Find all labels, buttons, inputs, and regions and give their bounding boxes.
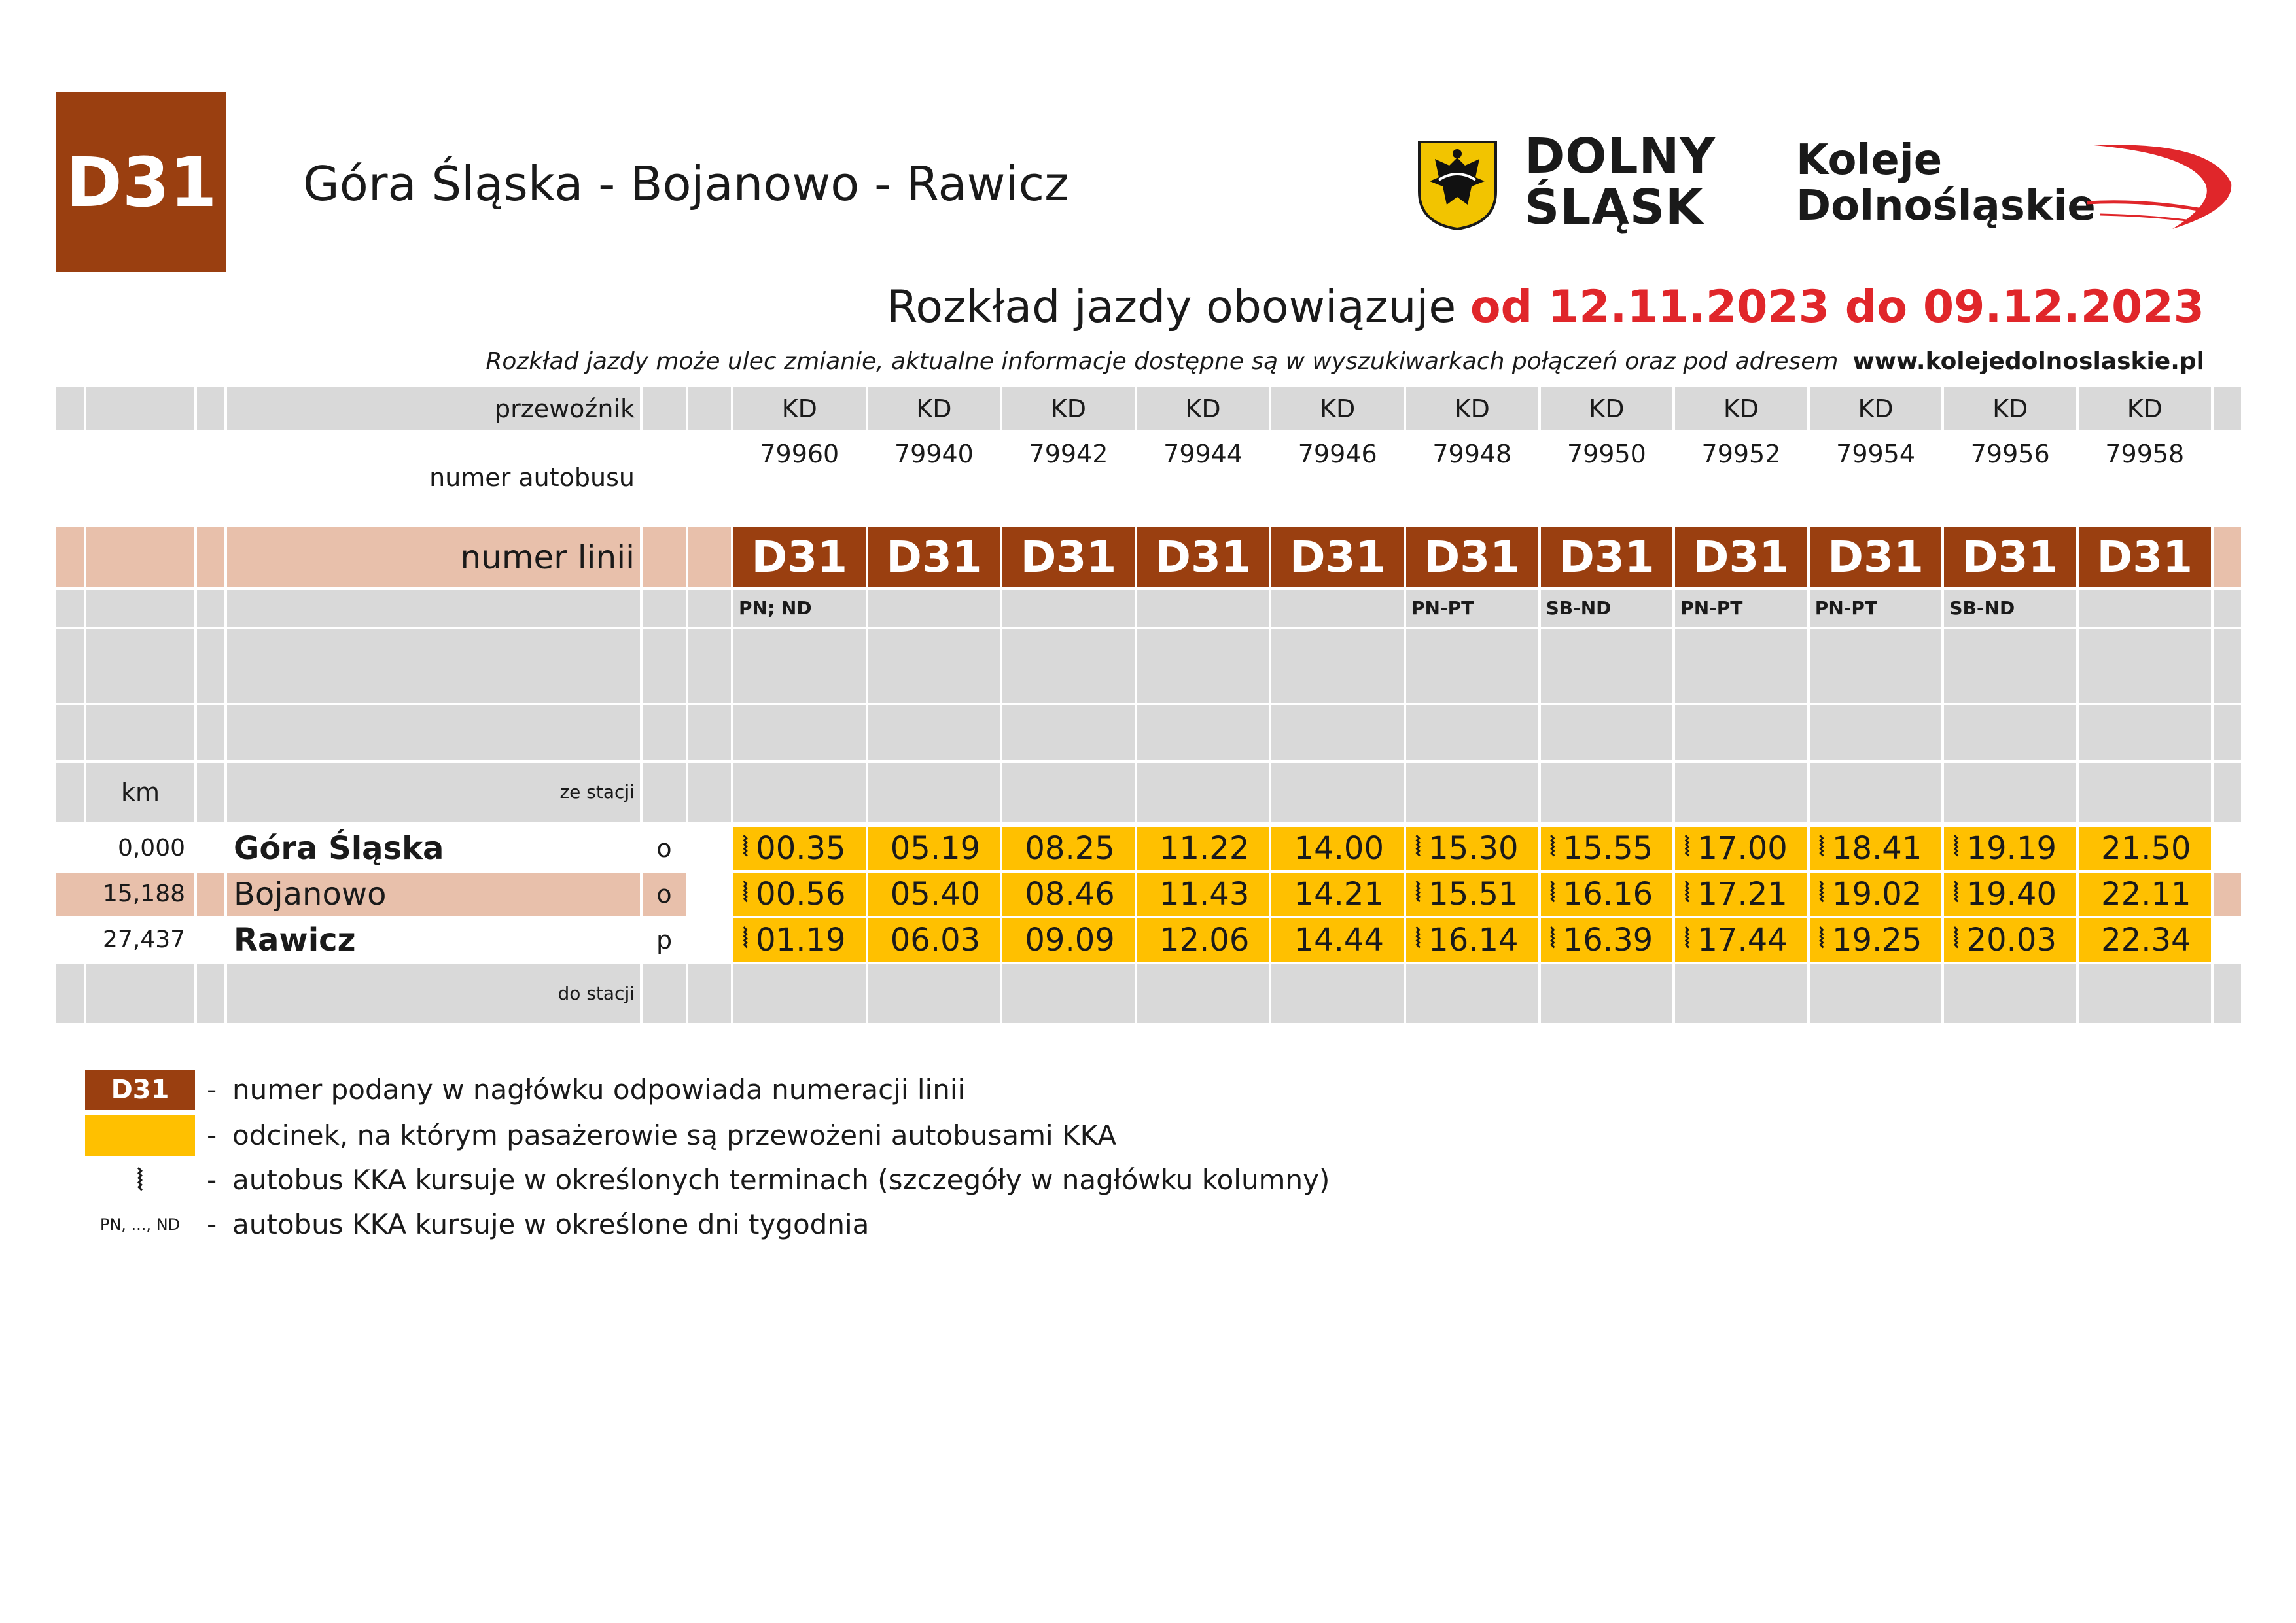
empty-cell [868, 964, 1000, 1023]
time-cell [1541, 873, 1673, 916]
legend-text: autobus KKA kursuje w określonych terminach (szczegóły w nagłówku kolumny) [232, 1164, 1330, 1196]
station-type: o [643, 873, 686, 916]
empty-cell [1002, 629, 1135, 703]
days-cell: PN-PT [1406, 590, 1538, 627]
left-cell [643, 629, 686, 703]
line-number-cell: D31 [733, 527, 866, 587]
special-dates-icon: ⦚ [743, 924, 749, 954]
departure-time: 01.19 [756, 922, 846, 958]
left-cell [86, 527, 194, 587]
left-cell [86, 964, 194, 1023]
time-cell [733, 873, 866, 916]
special-dates-icon: ⦚ [1818, 832, 1825, 862]
bus-number-label: numer autobusu [227, 433, 640, 491]
empty-cell [1810, 763, 1942, 822]
time-cell [1944, 873, 2076, 916]
empty-cell [1002, 763, 1135, 822]
special-dates-icon: ⦚ [1415, 878, 1421, 908]
time-cell [868, 827, 1000, 870]
time-cell [1002, 918, 1135, 962]
time-cell [2079, 873, 2211, 916]
notice-line [486, 347, 2204, 377]
empty-cell [1541, 763, 1673, 822]
bus-number-cell: 79942 [1002, 433, 1135, 491]
time-cell [1271, 918, 1404, 962]
carrier-cell: KD [1675, 387, 1807, 430]
row-end-cell [2214, 873, 2241, 916]
departure-time: 17.44 [1697, 922, 1788, 958]
left-cell [197, 827, 224, 870]
legend-text: odcinek, na którym pasażerowie są przewożeni autobusami KKA [232, 1119, 1117, 1151]
left-cell [227, 629, 640, 703]
days-cell [1002, 590, 1135, 627]
left-cell [86, 705, 194, 760]
bus-number-cell: 79956 [1944, 433, 2076, 491]
left-cell [643, 705, 686, 760]
departure-time: 16.14 [1428, 922, 1519, 958]
time-cell [1810, 827, 1942, 870]
left-cell [227, 590, 640, 627]
empty-cell [1137, 763, 1269, 822]
legend-dash: - [207, 1119, 217, 1151]
empty-cell [1541, 964, 1673, 1023]
empty-cell [1002, 705, 1135, 760]
kd-logo-line2: Dolnośląskie [1796, 182, 2096, 230]
left-cell [197, 590, 224, 627]
station-km: 15,188 [56, 873, 194, 916]
time-cell [868, 873, 1000, 916]
row-end-cell [2214, 918, 2241, 962]
station-name: Góra Śląska [227, 827, 640, 870]
special-dates-icon: ⦚ [1549, 832, 1555, 862]
days-cell [1137, 590, 1269, 627]
special-dates-icon: ⦚ [1684, 924, 1690, 954]
departure-time: 17.00 [1697, 830, 1788, 867]
left-cell [197, 705, 224, 760]
time-cell [1406, 873, 1538, 916]
departure-time: 00.56 [756, 876, 846, 913]
time-cell [1137, 873, 1269, 916]
left-cell [197, 918, 224, 962]
special-dates-icon: ⦚ [1415, 924, 1421, 954]
left-cell [56, 590, 84, 627]
departure-time: 16.16 [1563, 876, 1653, 913]
koleje-dolnoslaskie-logo-text [1796, 137, 2096, 229]
carrier-cell: KD [868, 387, 1000, 430]
ds-logo-line2: ŚLĄSK [1525, 179, 1704, 236]
bus-number-cell: 79954 [1810, 433, 1942, 491]
left-cell [56, 527, 84, 587]
line-number-cell: D31 [1675, 527, 1807, 587]
empty-cell [1944, 705, 2076, 760]
time-cell [868, 918, 1000, 962]
special-dates-icon: ⦚ [1953, 878, 1959, 908]
bus-number-cell: 79946 [1271, 433, 1404, 491]
days-cell: PN; ND [733, 590, 866, 627]
left-cell [197, 964, 224, 1023]
departure-time: 05.19 [890, 830, 981, 867]
carrier-cell: KD [2079, 387, 2211, 430]
empty-cell [733, 705, 866, 760]
departure-time: 06.03 [890, 922, 981, 958]
departure-time: 19.25 [1831, 922, 1922, 958]
empty-cell [1944, 763, 2076, 822]
time-cell [1002, 873, 1135, 916]
left-cell [643, 590, 686, 627]
departure-time: 11.22 [1159, 830, 1250, 867]
empty-cell [1002, 964, 1135, 1023]
days-cell: SB-ND [1944, 590, 2076, 627]
line-number-cell: D31 [1271, 527, 1404, 587]
empty-cell [733, 763, 866, 822]
departure-time: 14.21 [1294, 876, 1384, 913]
departure-time: 00.35 [756, 830, 846, 867]
to-station-label: do stacji [227, 964, 640, 1023]
days-cell [2079, 590, 2211, 627]
time-cell [1541, 918, 1673, 962]
empty-cell [1810, 964, 1942, 1023]
time-cell [1137, 827, 1269, 870]
departure-time: 14.44 [1294, 922, 1384, 958]
validity-line [887, 278, 2204, 337]
station-type: o [643, 827, 686, 870]
carrier-cell: KD [1810, 387, 1942, 430]
legend-dash: - [207, 1208, 217, 1240]
left-cell [688, 964, 731, 1023]
validity-prefix: Rozkład jazdy obowiązuje [887, 281, 1470, 333]
time-cell [733, 918, 866, 962]
station-name: Rawicz [227, 918, 640, 962]
carrier-cell: KD [1271, 387, 1404, 430]
kd-logo-line1: Koleje [1796, 136, 1943, 184]
carrier-cell: KD [1541, 387, 1673, 430]
special-dates-icon: ⦚ [1953, 832, 1959, 862]
left-cell [688, 527, 731, 587]
days-cell: SB-ND [1541, 590, 1673, 627]
time-cell [1271, 827, 1404, 870]
left-cell [56, 387, 84, 430]
line-number-label: numer linii [227, 527, 640, 587]
time-cell [2079, 918, 2211, 962]
carrier-cell: KD [1137, 387, 1269, 430]
departure-time: 08.46 [1025, 876, 1115, 913]
empty-cell [1675, 763, 1807, 822]
time-cell [1944, 827, 2076, 870]
left-cell [643, 964, 686, 1023]
legend-text: autobus KKA kursuje w określone dni tygodnia [232, 1208, 870, 1240]
departure-time: 18.41 [1831, 830, 1922, 867]
left-cell [688, 873, 731, 916]
line-number-cell: D31 [1541, 527, 1673, 587]
station-km: 27,437 [56, 918, 194, 962]
row-end-cell [2214, 527, 2241, 587]
empty-cell [2079, 763, 2211, 822]
departure-time: 15.30 [1428, 830, 1519, 867]
row-end-cell [2214, 629, 2241, 703]
left-cell [86, 590, 194, 627]
row-end-cell [2214, 827, 2241, 870]
time-cell [733, 827, 866, 870]
empty-cell [1406, 964, 1538, 1023]
departure-time: 19.19 [1966, 830, 2057, 867]
departure-time: 19.40 [1966, 876, 2057, 913]
row-end-cell [2214, 763, 2241, 822]
departure-time: 16.39 [1563, 922, 1653, 958]
empty-cell [2079, 629, 2211, 703]
line-number-cell: D31 [1002, 527, 1135, 587]
time-cell [1675, 827, 1807, 870]
left-cell [688, 590, 731, 627]
time-cell [2079, 827, 2211, 870]
special-dates-icon: ⦚ [1818, 924, 1825, 954]
departure-time: 22.11 [2101, 876, 2191, 913]
special-dates-icon: ⦚ [743, 878, 749, 908]
empty-cell [868, 629, 1000, 703]
carrier-cell: KD [1406, 387, 1538, 430]
bus-number-cell: 79952 [1675, 433, 1807, 491]
days-cell: PN-PT [1810, 590, 1942, 627]
left-cell [643, 763, 686, 822]
departure-time: 05.40 [890, 876, 981, 913]
time-cell [1810, 873, 1942, 916]
left-cell [56, 705, 84, 760]
bus-number-cell: 79960 [733, 433, 866, 491]
departure-time: 19.02 [1831, 876, 1922, 913]
departure-time: 12.06 [1159, 922, 1250, 958]
legend-dash: - [207, 1164, 217, 1196]
departure-time: 15.55 [1563, 830, 1653, 867]
station-name: Bojanowo [227, 873, 640, 916]
empty-cell [1810, 629, 1942, 703]
departure-time: 11.43 [1159, 876, 1250, 913]
row-end-cell [2214, 590, 2241, 627]
left-cell [197, 527, 224, 587]
time-cell [1406, 918, 1538, 962]
left-cell [56, 629, 84, 703]
empty-cell [1406, 763, 1538, 822]
row-end-cell [2214, 964, 2241, 1023]
days-cell: PN-PT [1675, 590, 1807, 627]
validity-dates: od 12.11.2023 do 09.12.2023 [1470, 281, 2204, 333]
time-cell [1810, 918, 1942, 962]
legend-key: PN, ..., ND [99, 1215, 181, 1234]
empty-cell [1137, 964, 1269, 1023]
carrier-label: przewoźnik [227, 387, 640, 430]
left-cell [688, 918, 731, 962]
empty-cell [2079, 705, 2211, 760]
left-cell [688, 827, 731, 870]
time-cell [1675, 918, 1807, 962]
left-cell [56, 964, 84, 1023]
empty-cell [868, 763, 1000, 822]
legend-key [85, 1115, 195, 1156]
special-dates-icon: ⦚ [1415, 832, 1421, 862]
line-number-cell: D31 [1406, 527, 1538, 587]
line-badge: D31 [56, 92, 226, 272]
left-cell [86, 629, 194, 703]
departure-time: 22.34 [2101, 922, 2191, 958]
notice-text: Rozkład jazdy może ulec zmianie, aktualne informacje dostępne są w wyszukiwarkach połączeń oraz pod adresem [486, 348, 1839, 375]
special-dates-icon: ⦚ [1549, 878, 1555, 908]
empty-cell [1810, 705, 1942, 760]
line-number-cell: D31 [1810, 527, 1942, 587]
time-cell [1675, 873, 1807, 916]
left-cell [688, 705, 731, 760]
left-cell [86, 387, 194, 430]
empty-cell [1271, 705, 1404, 760]
row-end-cell [2214, 705, 2241, 760]
left-cell [688, 763, 731, 822]
dolny-slask-logo-text [1525, 128, 1716, 236]
line-number-cell: D31 [868, 527, 1000, 587]
time-cell [1002, 827, 1135, 870]
departure-time: 09.09 [1025, 922, 1115, 958]
bus-number-cell: 79944 [1137, 433, 1269, 491]
time-cell [1406, 827, 1538, 870]
empty-cell [2079, 964, 2211, 1023]
departure-time: 20.03 [1966, 922, 2057, 958]
left-cell [643, 387, 686, 430]
empty-cell [1271, 629, 1404, 703]
km-label: km [86, 763, 194, 822]
from-station-label: ze stacji [227, 763, 640, 822]
ds-logo-line1: DOLNY [1525, 128, 1716, 184]
empty-cell [1675, 705, 1807, 760]
left-cell [688, 387, 731, 430]
kd-swoosh-icon [2081, 137, 2238, 236]
left-cell [643, 527, 686, 587]
station-type: p [643, 918, 686, 962]
departure-time: 21.50 [2101, 830, 2191, 867]
left-cell [227, 705, 640, 760]
empty-cell [1541, 705, 1673, 760]
special-dates-icon: ⦚ [1953, 924, 1959, 954]
empty-cell [733, 629, 866, 703]
departure-time: 17.21 [1697, 876, 1788, 913]
time-cell [1944, 918, 2076, 962]
time-cell [1137, 918, 1269, 962]
special-dates-icon: ⦚ [743, 832, 749, 862]
legend-key: ⦚ [137, 1163, 143, 1197]
empty-cell [1137, 705, 1269, 760]
bus-number-cell: 79948 [1406, 433, 1538, 491]
legend-key: D31 [85, 1070, 195, 1110]
row-end-cell [2214, 387, 2241, 430]
route-title: Góra Śląska - Bojanowo - Rawicz [303, 156, 1069, 211]
left-cell [197, 629, 224, 703]
dolny-slask-crest-icon [1417, 139, 1498, 231]
time-cell [1271, 873, 1404, 916]
bus-number-cell: 79958 [2079, 433, 2211, 491]
empty-cell [1675, 964, 1807, 1023]
station-km: 0,000 [56, 827, 194, 870]
empty-cell [733, 964, 866, 1023]
left-cell [197, 387, 224, 430]
carrier-cell: KD [1002, 387, 1135, 430]
empty-cell [1944, 629, 2076, 703]
departure-time: 08.25 [1025, 830, 1115, 867]
empty-cell [1271, 763, 1404, 822]
legend-dash: - [207, 1073, 217, 1106]
special-dates-icon: ⦚ [1684, 832, 1690, 862]
empty-cell [1137, 629, 1269, 703]
empty-cell [868, 705, 1000, 760]
carrier-cell: KD [733, 387, 866, 430]
left-cell [197, 873, 224, 916]
days-cell [868, 590, 1000, 627]
departure-time: 15.51 [1428, 876, 1519, 913]
special-dates-icon: ⦚ [1818, 878, 1825, 908]
empty-cell [1944, 964, 2076, 1023]
empty-cell [1406, 629, 1538, 703]
empty-cell [1675, 629, 1807, 703]
empty-cell [1271, 964, 1404, 1023]
line-number-cell: D31 [2079, 527, 2211, 587]
bus-number-cell: 79950 [1541, 433, 1673, 491]
left-cell [197, 763, 224, 822]
line-number-cell: D31 [1944, 527, 2076, 587]
days-cell [1271, 590, 1404, 627]
empty-cell [1541, 629, 1673, 703]
left-cell [688, 629, 731, 703]
time-cell [1541, 827, 1673, 870]
empty-cell [1406, 705, 1538, 760]
bus-number-cell: 79940 [868, 433, 1000, 491]
notice-url[interactable]: www.kolejedolnoslaskie.pl [1852, 348, 2204, 375]
carrier-cell: KD [1944, 387, 2076, 430]
line-number-cell: D31 [1137, 527, 1269, 587]
departure-time: 14.00 [1294, 830, 1384, 867]
legend-text: numer podany w nagłówku odpowiada numeracji linii [232, 1073, 966, 1106]
left-cell [56, 763, 84, 822]
special-dates-icon: ⦚ [1549, 924, 1555, 954]
special-dates-icon: ⦚ [1684, 878, 1690, 908]
